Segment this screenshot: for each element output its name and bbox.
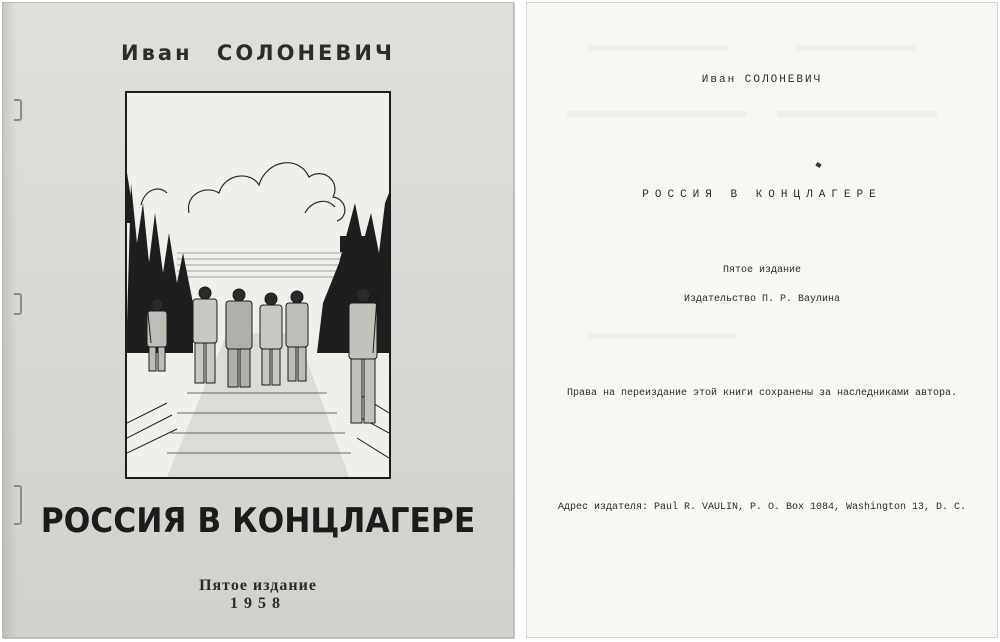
book-cover (2, 2, 514, 638)
cover-title: РОССИЯ В КОНЦЛАГЕРЕ (40, 501, 476, 541)
title-page-edition: Пятое издание (722, 265, 801, 276)
title-page-author: Иван СОЛОНЕВИЧ (701, 74, 823, 86)
staple (14, 293, 22, 315)
show-through-text (587, 333, 737, 339)
cover-illustration (125, 91, 391, 479)
show-through-text (587, 45, 727, 51)
cover-year: 1958 (230, 595, 286, 612)
staple (14, 99, 22, 121)
show-through-text (797, 45, 917, 51)
show-through-text (567, 111, 747, 117)
staple (14, 485, 22, 525)
cover-author: Иван СОЛОНЕВИЧ (121, 41, 395, 65)
title-page-publisher: Издательство П. Р. Ваулина (683, 294, 841, 305)
title-page-address: Адрес издателя: Paul R. VAULIN, P. O. Box 1084, Washington 13, D. C. (557, 502, 967, 513)
ink-mark (815, 162, 821, 168)
show-through-text (777, 111, 937, 117)
title-page-title: РОССИЯ В КОНЦЛАГЕРЕ (642, 189, 882, 201)
title-page-rights: Права на переиздание этой книги сохранены за наследниками автора. (566, 388, 958, 399)
title-page (526, 2, 998, 638)
cover-edition: Пятое издание (199, 577, 317, 594)
